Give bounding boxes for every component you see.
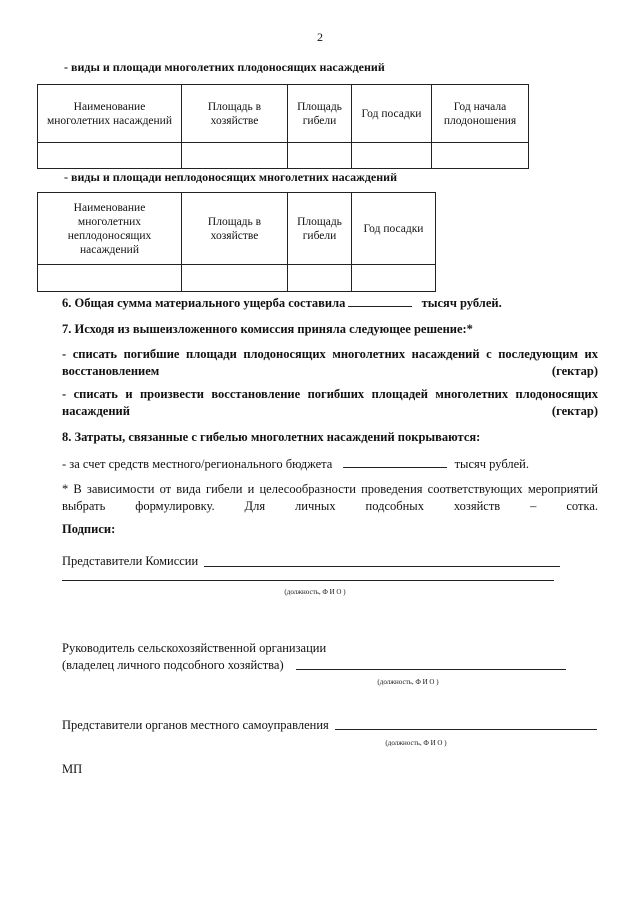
column-header: Наименование многолетних насаждений [38,85,182,143]
head-label-line1: Руководитель сельскохозяйственной организации [62,641,327,655]
item6-label: 6. Общая сумма материального ущерба составила [62,296,346,310]
table-header-row [38,193,436,265]
fruiting-table [37,84,529,169]
budget-amount-field[interactable] [343,455,447,468]
item7-heading: 7. Исходя из вышеизложенного комиссия приняла следующее решение:* [62,322,473,336]
column-header: Год посадки [352,85,432,143]
column-header: Год начала плодоношения [432,85,529,143]
damage-amount-field[interactable] [348,294,412,307]
head-caption: (должность, Ф И О ) [377,678,439,686]
table-cell[interactable] [38,265,182,292]
head-signature-line[interactable] [296,669,566,670]
item8-budget-unit: тысяч рублей. [454,457,529,471]
head-label-line2: (владелец личного подсобного хозяйства) [62,658,284,672]
stamp-place: МП [62,762,83,776]
commission-signature-line[interactable] [204,566,560,567]
table-cell[interactable] [288,143,352,169]
column-header: Площадь гибели [288,85,352,143]
item7-option1 [62,346,598,380]
table-cell[interactable] [352,265,436,292]
item8-budget-label: - за счет средств местного/регионального бюджета [62,457,333,471]
table-cell[interactable] [432,143,529,169]
commission-caption: (должность, Ф И О ) [284,588,346,596]
item7-option2-text: - списать и произвести восстановление погибших площадей многолетних плодоносящих насаждений (гектар) [62,387,598,418]
table-cell[interactable] [352,143,432,169]
table-cell[interactable] [182,265,288,292]
table-header-row [38,85,529,143]
local-gov-signature-line[interactable] [335,729,597,730]
local-gov-label: Представители органов местного самоуправления [62,718,329,732]
column-header: Площадь в хозяйстве [182,85,288,143]
table-cell[interactable] [288,265,352,292]
nonfruiting-heading: - виды и площади неплодоносящих многолетних насаждений [64,170,397,184]
fruiting-heading: - виды и площади многолетних плодоносящих насаждений [64,60,385,74]
local-gov-caption: (должность, Ф И О ) [385,739,447,747]
item8-budget-line [62,455,529,472]
column-header: Площадь в хозяйстве [182,193,288,265]
item6-line [62,294,502,311]
column-header: Площадь гибели [288,193,352,265]
column-header: Наименование многолетних неплодоносящих насаждений [38,193,182,265]
footnote-text: * В зависимости от вида гибели и целесообразности проведения соответствующих мероприятий выбрать формулировку. Для личных подсобных хозяйств – сотка. [62,482,598,513]
table-row [38,265,436,292]
page-number: 2 [317,30,323,44]
commission-label: Представители Комиссии [62,554,199,568]
commission-signature-line-2[interactable] [62,580,554,581]
table-cell[interactable] [182,143,288,169]
item6-unit: тысяч рублей. [421,296,502,310]
item7-option1-text: - списать погибшие площади плодоносящих многолетних насаждений с последующим их восстановлением (гектар) [62,347,598,378]
table-cell[interactable] [38,143,182,169]
item7-option2 [62,386,598,420]
nonfruiting-table [37,192,436,292]
table-row [38,143,529,169]
item8-heading: 8. Затраты, связанные с гибелью многолетних насаждений покрываются: [62,430,481,444]
signatures-heading: Подписи: [62,522,116,536]
column-header: Год посадки [352,193,436,265]
footnote [62,481,598,515]
